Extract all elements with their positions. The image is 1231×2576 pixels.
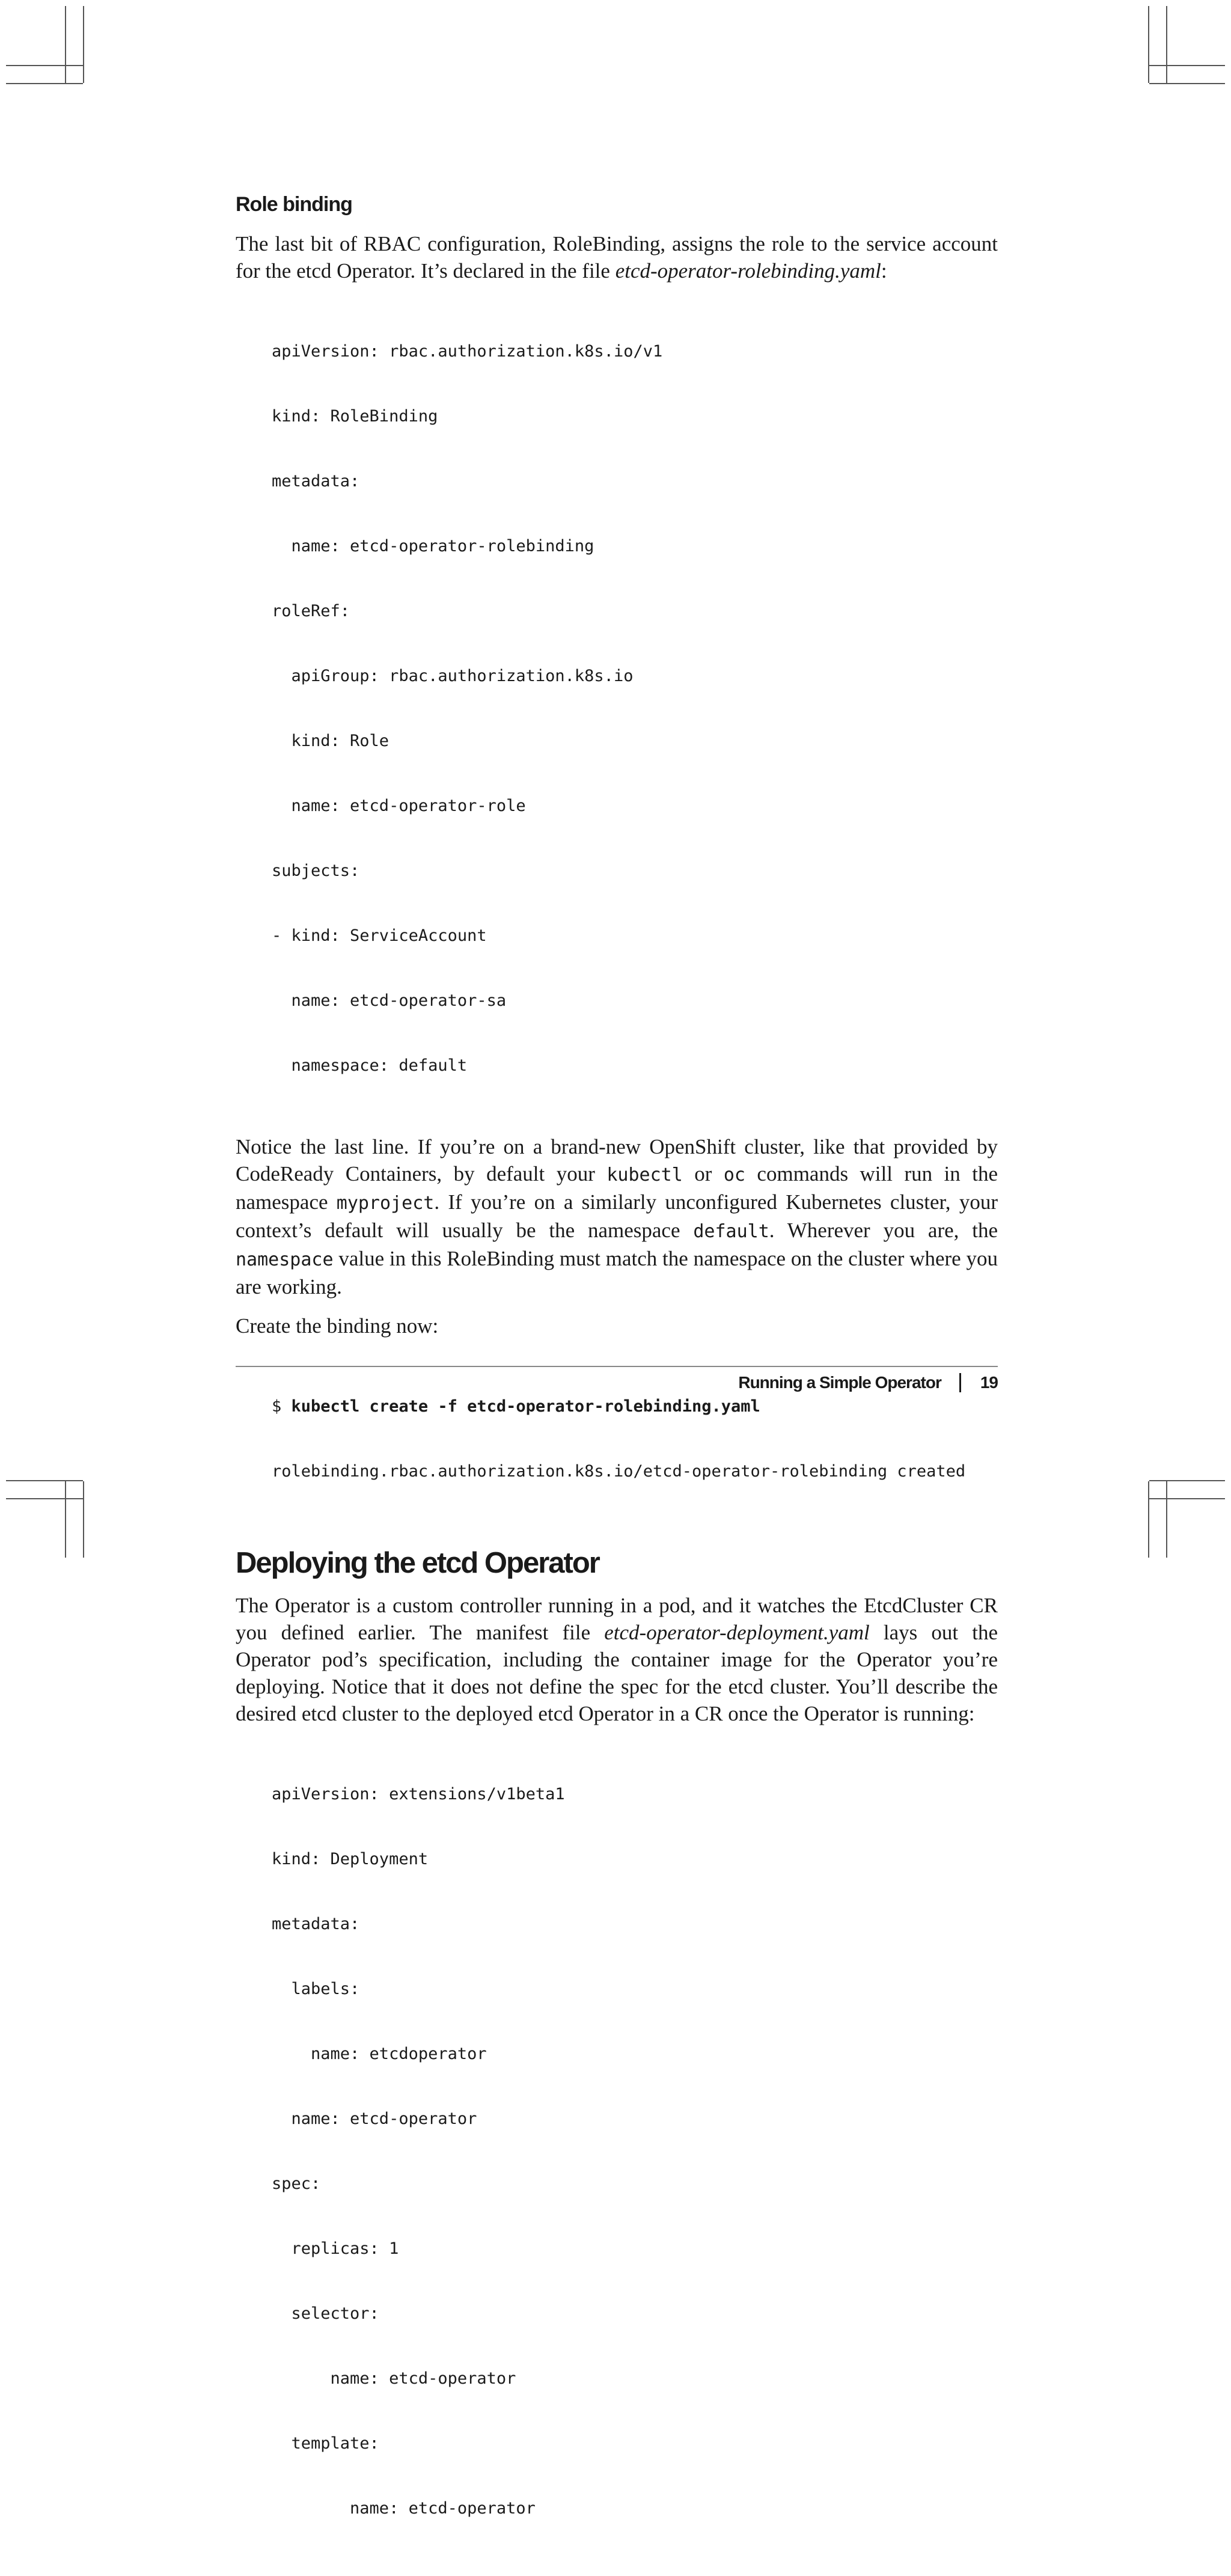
- crop-mark: [1166, 1481, 1167, 1558]
- code-line: namespace: default: [272, 1056, 468, 1075]
- paragraph-text: lays out the Operator pod’s specification, including the container image for the Operator you’re deploying. Notice that it does not define the spec for the etcd cluster. You’ll describe the desired etcd cluster to the deployed etcd Operator in a CR once the Operator is running:: [236, 1621, 998, 1726]
- paragraph-text: or: [682, 1161, 724, 1186]
- crop-mark: [83, 1481, 84, 1558]
- code-line: name: etcd-operator: [272, 2499, 536, 2518]
- paragraph-text: Notice the last line. If you’re on a brand-new OpenShift cluster, like that provided by CodeReady Containers, by default your: [236, 1134, 998, 1186]
- code-line: kind: Role: [272, 731, 389, 750]
- crop-mark: [1149, 1480, 1225, 1481]
- chapter-section-heading: Deploying the etcd Operator: [236, 1546, 599, 1579]
- code-line: kind: Deployment: [272, 1850, 429, 1869]
- page-footer: [738, 1373, 998, 1392]
- code-line: selector:: [272, 2304, 379, 2324]
- footer-separator: [959, 1373, 961, 1392]
- file-name: etcd-operator-deployment.yaml: [604, 1621, 870, 1645]
- code-block-deployment: [272, 1740, 998, 2563]
- footer-chapter-title: Running a Simple Operator: [738, 1373, 941, 1392]
- paragraph-rolebinding-intro: [236, 230, 998, 284]
- code-line: subjects:: [272, 861, 360, 880]
- code-line: name: etcd-operator-rolebinding: [272, 536, 594, 555]
- crop-mark: [1149, 1498, 1225, 1499]
- crop-mark: [83, 6, 84, 83]
- page-number: 19: [980, 1373, 998, 1392]
- code-line: template:: [272, 2434, 379, 2453]
- crop-mark: [1149, 65, 1225, 66]
- code-line: name: etcd-operator-role: [272, 796, 526, 815]
- code-line: apiGroup: rbac.authorization.k8s.io: [272, 666, 634, 685]
- shell-command: kubectl create -f etcd-operator-rolebinding.yaml: [291, 1397, 760, 1416]
- footer-rule: [236, 1366, 998, 1367]
- paragraph-text: The last bit of RBAC configuration, RoleBinding, assigns the role to the service account for the etcd Operator. It’s declared in the file: [236, 231, 998, 283]
- code-line: kind: RoleBinding: [272, 406, 438, 426]
- crop-mark: [6, 1498, 83, 1499]
- inline-code: oc: [723, 1164, 745, 1186]
- crop-mark: [1148, 6, 1149, 83]
- paragraph-text: . Wherever you are, the: [769, 1218, 998, 1242]
- code-line: replicas: 1: [272, 2239, 399, 2259]
- inline-code: namespace: [236, 1249, 334, 1270]
- crop-mark: [6, 1480, 83, 1481]
- code-block-rolebinding: [272, 298, 998, 1120]
- code-line: metadata:: [272, 1915, 360, 1934]
- shell-prompt: $: [272, 1397, 292, 1416]
- code-line: apiVersion: extensions/v1beta1: [272, 1785, 565, 1804]
- crop-mark: [1166, 6, 1167, 83]
- code-line: labels:: [272, 1980, 360, 1999]
- paragraph-text: . If you’re on a similarly unconfigured Kubernetes cluster, your context’s default will usually be the namespace: [236, 1190, 998, 1242]
- inline-code: myproject: [336, 1192, 435, 1214]
- paragraph-text: The Operator is a custom controller running in a pod, and it watches the EtcdCluster CR you defined earlier. The manifest file: [236, 1594, 998, 1645]
- crop-mark: [65, 6, 66, 83]
- crop-mark: [1149, 83, 1225, 84]
- code-line: metadata:: [272, 471, 360, 491]
- file-name: etcd-operator-rolebinding.yaml: [615, 259, 881, 283]
- code-line: - kind: ServiceAccount: [272, 926, 487, 945]
- crop-mark: [65, 1481, 66, 1558]
- command-output: rolebinding.rbac.authorization.k8s.io/etcd-operator-rolebinding created: [272, 1461, 966, 1481]
- code-line: name: etcd-operator: [272, 2109, 477, 2129]
- inline-code: kubectl: [606, 1164, 683, 1186]
- code-line: roleRef:: [272, 601, 350, 620]
- paragraph-text: :: [881, 259, 887, 283]
- code-line: apiVersion: rbac.authorization.k8s.io/v1: [272, 341, 663, 361]
- code-line: spec:: [272, 2174, 321, 2194]
- crop-mark: [1148, 1481, 1149, 1558]
- paragraph-text: commands will run in the namespace: [236, 1161, 998, 1214]
- paragraph-create-binding: Create the binding now:: [236, 1314, 439, 1338]
- crop-mark: [6, 65, 83, 66]
- paragraph-text: value in this RoleBinding must match the namespace on the cluster where you are working.: [236, 1246, 998, 1299]
- code-line: name: etcd-operator-sa: [272, 991, 507, 1010]
- command-line: [272, 1396, 998, 1418]
- paragraph-namespace-note: [236, 1133, 998, 1300]
- code-line: name: etcd-operator: [272, 2369, 516, 2388]
- code-line: name: etcdoperator: [272, 2045, 487, 2064]
- inline-code: default: [693, 1220, 769, 1242]
- crop-mark: [6, 83, 83, 84]
- section-heading: Role binding: [236, 193, 352, 216]
- paragraph-operator-intro: [236, 1592, 998, 1727]
